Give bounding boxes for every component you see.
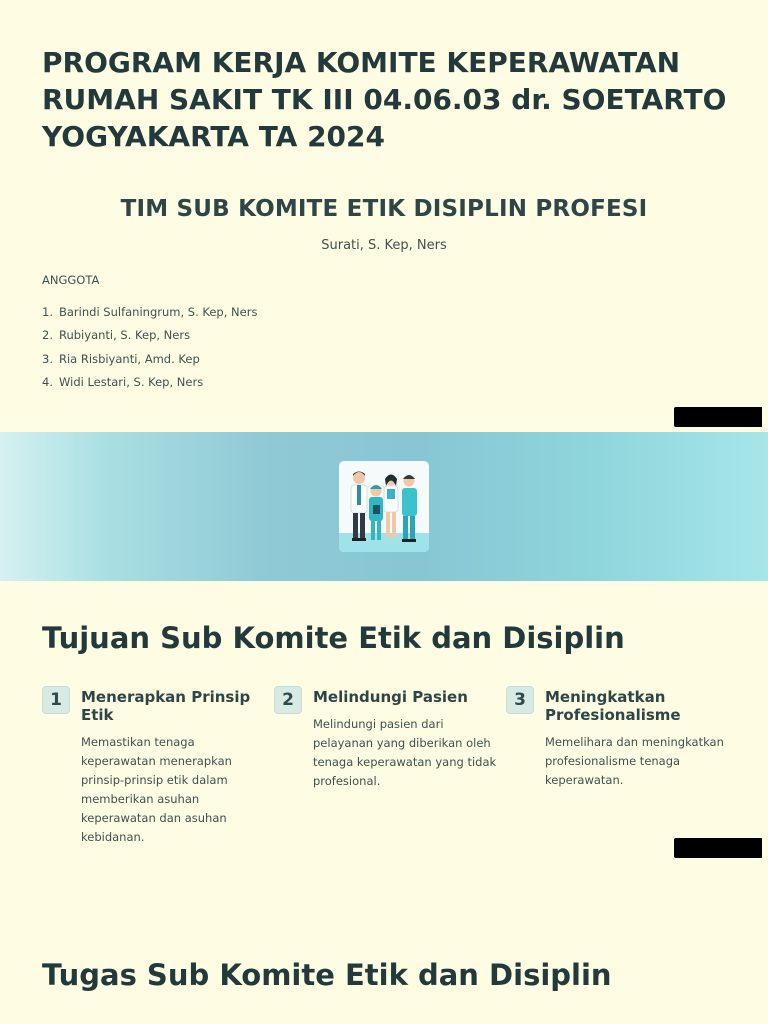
member-name: Ria Risbiyanti, Amd. Kep xyxy=(59,351,200,366)
healthcare-team-illustration xyxy=(339,461,429,552)
goal-description: Memelihara dan meningkatkan profesionalisme tenaga keperawatan. xyxy=(545,735,724,787)
member-name: Barindi Sulfaningrum, S. Kep, Ners xyxy=(59,305,258,319)
members-label: ANGGOTA xyxy=(42,273,100,287)
tasks-title: Tugas Sub Komite Etik dan Disiplin xyxy=(42,958,612,992)
member-number: 2. xyxy=(42,328,53,343)
slide-goals xyxy=(0,581,768,981)
goal-description: Melindungi pasien dari pelayanan yang diberikan oleh tenaga keperawatan yang tidak profesional. xyxy=(313,717,497,788)
list-item xyxy=(42,303,257,326)
list-item xyxy=(42,373,257,396)
members-list xyxy=(42,303,257,396)
slide-tasks xyxy=(0,940,768,1024)
goal-number-badge: 3 xyxy=(506,686,534,714)
redaction-bar xyxy=(674,407,762,427)
member-number: 4. xyxy=(42,374,53,389)
main-title: PROGRAM KERJA KOMITE KEPERAWATAN RUMAH SAKIT TK III 04.06.03 dr. SOETARTO YOGYAKARTA TA 2024 xyxy=(42,46,727,153)
goal-description: Memastikan tenaga keperawatan menerapkan prinsip-prinsip etik dalam memberikan asuhan keperawatan dan asuhan kebidanan. xyxy=(81,735,232,844)
member-number: 3. xyxy=(42,351,53,366)
redaction-bar xyxy=(674,838,762,858)
member-name: Widi Lestari, S. Kep, Ners xyxy=(59,374,204,389)
goals-title: Tujuan Sub Komite Etik dan Disiplin xyxy=(42,621,625,655)
goal-title: Meningkatkan Profesionalisme xyxy=(545,688,681,724)
member-name: Rubiyanti, S. Kep, Ners xyxy=(59,328,191,343)
healthcare-team-icon xyxy=(339,461,429,552)
list-item xyxy=(42,350,257,373)
goal-title: Menerapkan Prinsip Etik xyxy=(81,688,251,724)
team-title: TIM SUB KOMITE ETIK DISIPLIN PROFESI xyxy=(120,196,648,222)
list-item xyxy=(42,326,257,349)
slide-title-page xyxy=(0,0,768,432)
goal-number-badge: 1 xyxy=(42,686,70,714)
banner-image xyxy=(0,432,768,581)
goal-number-badge: 2 xyxy=(274,686,302,714)
member-number: 1. xyxy=(42,305,53,319)
goal-title: Melindungi Pasien xyxy=(313,688,468,706)
team-lead: Surati, S. Kep, Ners xyxy=(321,238,447,253)
